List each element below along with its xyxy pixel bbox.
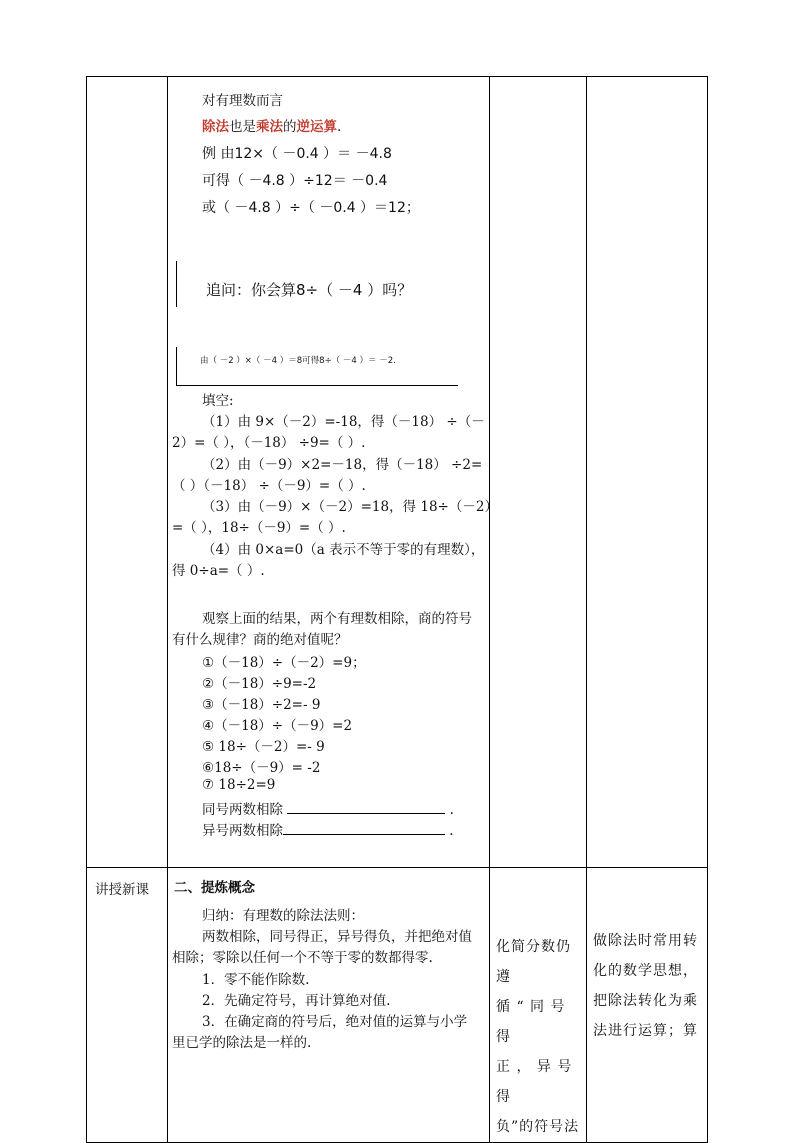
fill-line: 2）=（ ），（－18） ÷9=（ ）.	[172, 435, 366, 451]
example-item: ⑤ 18÷（－2）=- 9	[202, 739, 325, 755]
diff-sign-period: .	[449, 823, 454, 839]
same-sign-label: 同号两数相除	[202, 802, 283, 818]
diff-sign-rule	[202, 819, 454, 839]
teaching-notes	[587, 868, 707, 1046]
notes-line: 把除法转化为乘	[593, 993, 698, 1009]
row2-intent-cell	[490, 868, 587, 1143]
notes-line: 法进行运算；算	[593, 1023, 698, 1039]
fill-line: 得 0÷a=（ ）.	[172, 563, 265, 579]
summary-line: 两数相除，同号得正，异号得负，并把绝对值	[202, 929, 472, 945]
fill-line: （3）由（－9）×（－2）=18，得 18÷（－2）	[202, 499, 498, 515]
example-item: ⑦ 18÷2=9	[202, 777, 276, 793]
example-item: ④（－18）÷（－9）=2	[202, 718, 353, 734]
follow-up-question: 追问：你会算8÷（ －4 ）吗？	[206, 281, 413, 299]
example-item: ②（－18）÷9=-2	[202, 676, 317, 692]
observe-prompt: 有什么规律？商的绝对值呢？	[172, 632, 348, 648]
design-intent	[490, 868, 586, 1142]
intent-line: 化简分数仍遵	[496, 939, 571, 985]
same-sign-rule	[202, 798, 454, 818]
same-sign-blank	[287, 801, 445, 814]
intent-line: 循 “ 同 号 得	[496, 999, 566, 1045]
section-label: 讲授新课	[95, 882, 149, 898]
answer-box-border	[176, 347, 177, 385]
rule-division: 除法	[202, 119, 229, 135]
fill-title: 填空:	[202, 393, 234, 409]
example-item: ①（－18）÷（－2）=9；	[202, 655, 366, 671]
example-line: 或（ －4.8 ）÷（ －0.4 ）＝12；	[202, 200, 420, 216]
fill-line: （1）由 9×（－2）=-18，得（－18） ÷（－	[202, 414, 485, 430]
row1-label-cell	[87, 77, 168, 868]
same-sign-period: .	[449, 802, 454, 818]
intro-text: 对有理数而言	[202, 93, 283, 109]
fill-line: （4）由 0×a=0（a 表示不等于零的有理数），	[202, 542, 485, 558]
row1-content-cell	[168, 77, 498, 868]
rule-also: 也是	[229, 119, 256, 135]
intent-line: 正 ， 异 号 得	[496, 1059, 573, 1105]
summary-title: 归纳：有理数的除法法则：	[202, 908, 364, 924]
summary-point: 里已学的除法是一样的.	[172, 1035, 312, 1051]
division-rule	[202, 115, 341, 135]
summary-point: 1．零不能作除数.	[202, 972, 310, 988]
example-item: ⑥18÷（－9）= -2	[202, 760, 321, 776]
notes-line: 化的数学思想，	[593, 963, 698, 979]
lesson-table	[86, 76, 708, 1143]
summary-line: 相除；零除以任何一个不等于零的数都得零.	[172, 950, 433, 966]
summary-point: 2．先确定符号，再计算绝对值.	[202, 993, 391, 1009]
question-box-border	[176, 261, 177, 307]
example-line: 可得（ －4.8 ）÷12＝ －0.4	[202, 173, 388, 189]
rule-multiplication: 乘法	[256, 119, 283, 135]
answer-box-bottom	[176, 385, 458, 386]
example-line: 例 由12×（ －0.4 ）＝ －4.8	[202, 146, 392, 162]
section-heading: 二、提炼概念	[174, 880, 255, 896]
table-row	[87, 77, 708, 868]
row2-content-cell	[168, 868, 490, 1143]
fill-line: （2）由（－9）×2=－18，得（－18） ÷2=	[202, 457, 483, 473]
fill-line: （ ）（－18） ÷（－9）=（ ）.	[172, 478, 366, 494]
rule-period: .	[337, 119, 342, 135]
observe-prompt: 观察上面的结果，两个有理数相除，商的符号	[202, 611, 472, 627]
summary-point: 3．在确定商的符号后，绝对值的运算与小学	[202, 1014, 468, 1030]
rule-inverse: 逆运算	[296, 119, 337, 135]
table-row	[87, 868, 708, 1143]
row1-notes-cell	[587, 77, 708, 868]
row2-notes-cell	[587, 868, 708, 1143]
intent-line: 负”的符号法	[496, 1119, 580, 1135]
rule-of: 的	[283, 119, 297, 135]
notes-line: 做除法时常用转	[593, 933, 698, 949]
diff-sign-label: 异号两数相除	[202, 823, 283, 839]
row1-intent-cell	[490, 77, 587, 868]
diff-sign-blank	[283, 822, 445, 835]
row2-label-cell	[87, 868, 168, 1143]
answer-text: 由（ －2 ）×（ －4 ）＝8可得8÷（ －4 ）＝ －2.	[200, 356, 396, 366]
example-item: ③（－18）÷2=- 9	[202, 697, 321, 713]
fill-line: =（ ），18÷（－9）=（ ）.	[172, 520, 346, 536]
